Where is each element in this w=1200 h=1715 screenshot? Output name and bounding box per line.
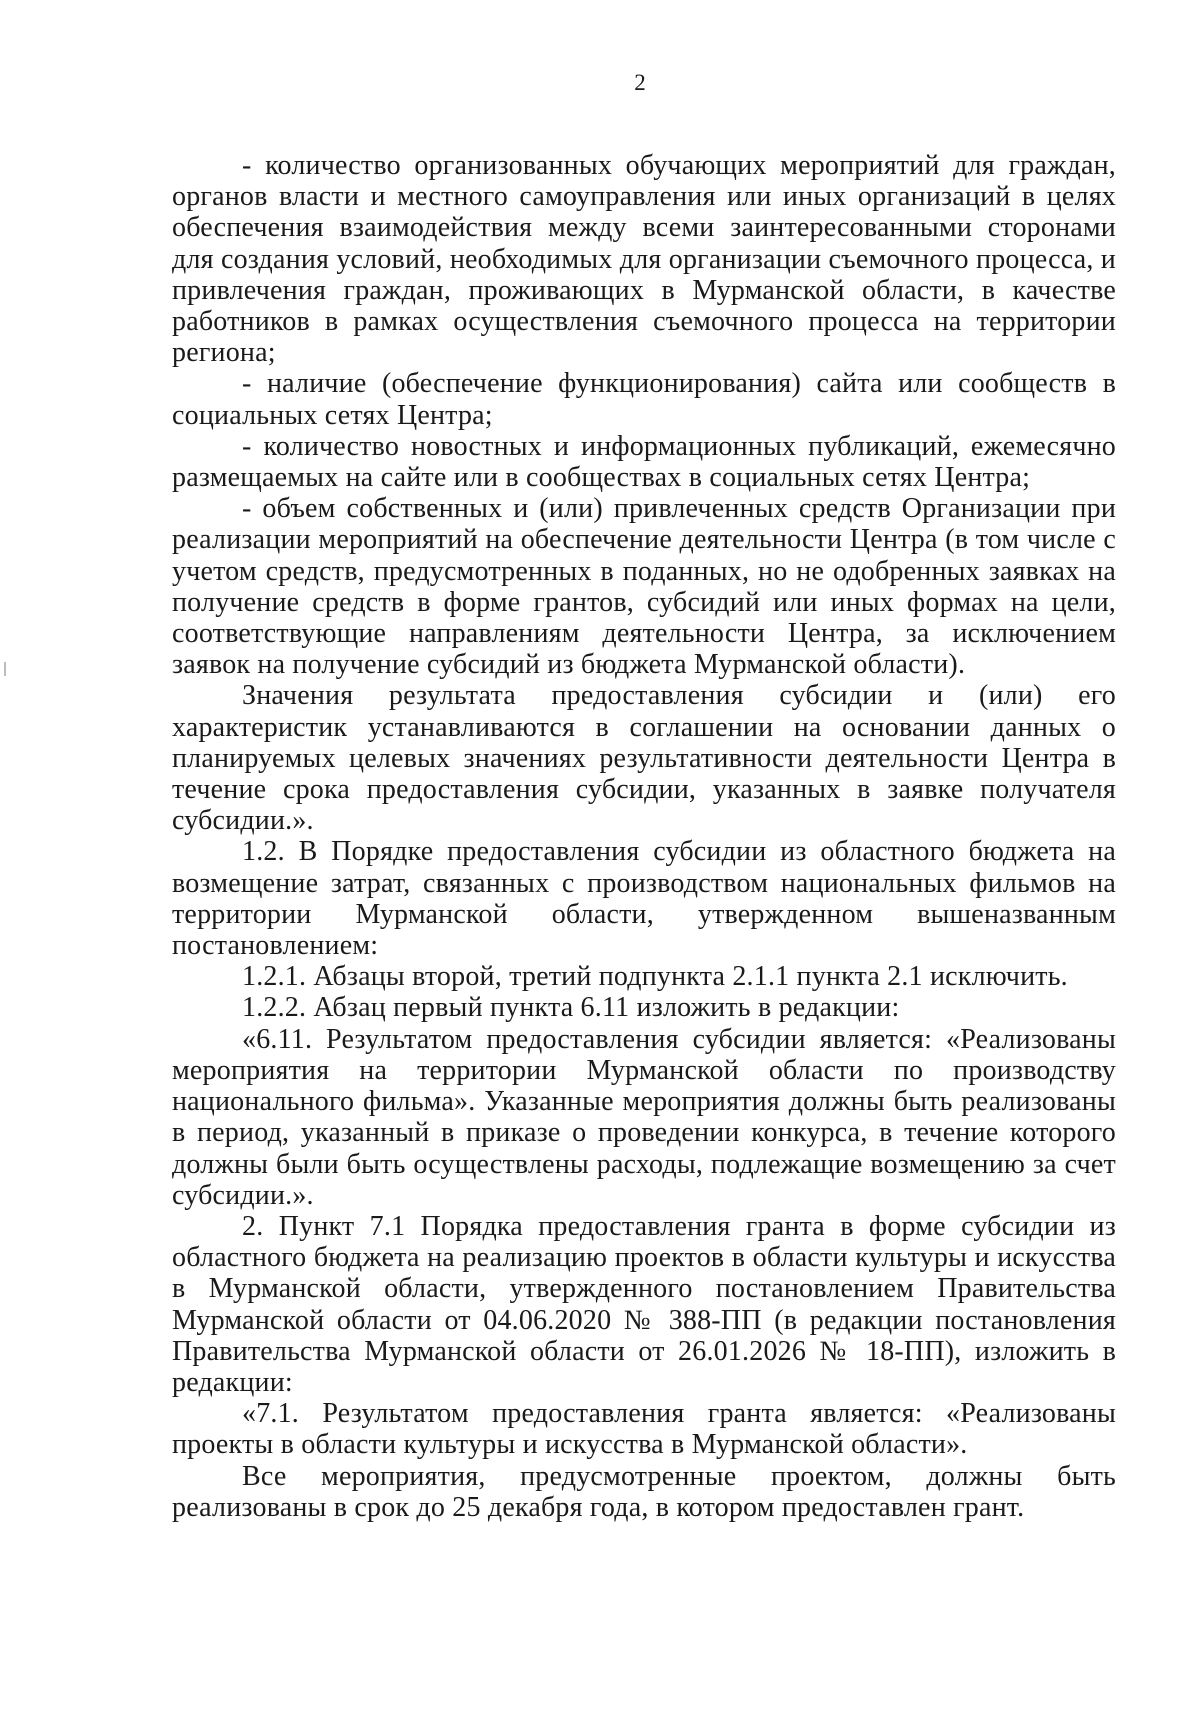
paragraph-clause-1-2-2: 1.2.2. Абзац первый пункта 6.11 изложить в редакции: [242,992,900,1024]
paragraph-website: - наличие (обеспечение функционирования) сайта или сообществ в социальных сетях Центра; [172,368,1116,431]
paragraph-clause-2: 2. Пункт 7.1 Порядка предоставления гранта в форме субсидии из областного бюджета на реализацию проектов в области культуры и искусства в Мурманской области, утвержденного постановлением Правительства Мурманской области от 04.06.2020 № 388-ПП (в редакции постановления Правительства Мурманской области от 26.01.2026 № 18-ПП), изложить в редакции: [172,1210,1116,1398]
paragraph-clause-6-11: «6.11. Результатом предоставления субсидии является: «Реализованы мероприятия на территории Мурманской области по производству национального фильма». Указанные мероприятия должны быть реализованы в период, указанный в приказе о проведении конкурса, в течение которого должны были быть осуществлены расходы, подлежащие возмещению за счет субсидии.». [172,1023,1116,1211]
paragraph-funds-volume: - объем собственных и (или) привлеченных средств Организации при реализации мероприятий на обеспечение деятельности Центра (в том числе с учетом средств, предусмотренных в поданных, но не одобренных заявках на получение средств в форме грантов, субсидий или иных формах на цели, соответствующие направлениям деятельности Центра, за исключением заявок на получение субсидий из бюджета Мурманской области). [172,493,1116,681]
paragraph-training-events: - количество организованных обучающих мероприятий для граждан, органов власти и местного самоуправления или иных организаций в целях обеспечения взаимодействия между всеми заинтересованными сторонами для создания условий, необходимых для организации съемочного процесса, и привлечения граждан, проживающих в Мурманской области, в качестве работников в рамках осуществления съемочного процесса на территории региона; [172,150,1116,369]
paragraph-clause-7-1: «7.1. Результатом предоставления гранта является: «Реализованы проекты в области культуры и искусства в Мурманской области». [172,1398,1116,1461]
page-number: 2 [634,70,646,95]
margin-scan-mark [4,662,6,676]
paragraph-clause-1-2: 1.2. В Порядке предоставления субсидии из областного бюджета на возмещение затрат, связанных с производством национальных фильмов на территории Мурманской области, утвержденном вышеназванным постановлением: [172,836,1116,962]
paragraph-result-values: Значения результата предоставления субсидии и (или) его характеристик устанавливаются в соглашении на основании данных о планируемых целевых значениях результативности деятельности Центра в течение срока предоставления субсидии, указанных в заявке получателя субсидии.». [172,680,1116,837]
paragraph-deadline: Все мероприятия, предусмотренные проектом, должны быть реализованы в срок до 25 декабря года, в котором предоставлен грант. [172,1460,1116,1523]
paragraph-publications: - количество новостных и информационных публикаций, ежемесячно размещаемых на сайте или в сообществах в социальных сетях Центра; [172,430,1116,494]
document-body [172,150,1116,1523]
paragraph-clause-1-2-1: 1.2.1. Абзацы второй, третий подпункта 2.1.1 пункта 2.1 исключить. [242,961,1068,993]
